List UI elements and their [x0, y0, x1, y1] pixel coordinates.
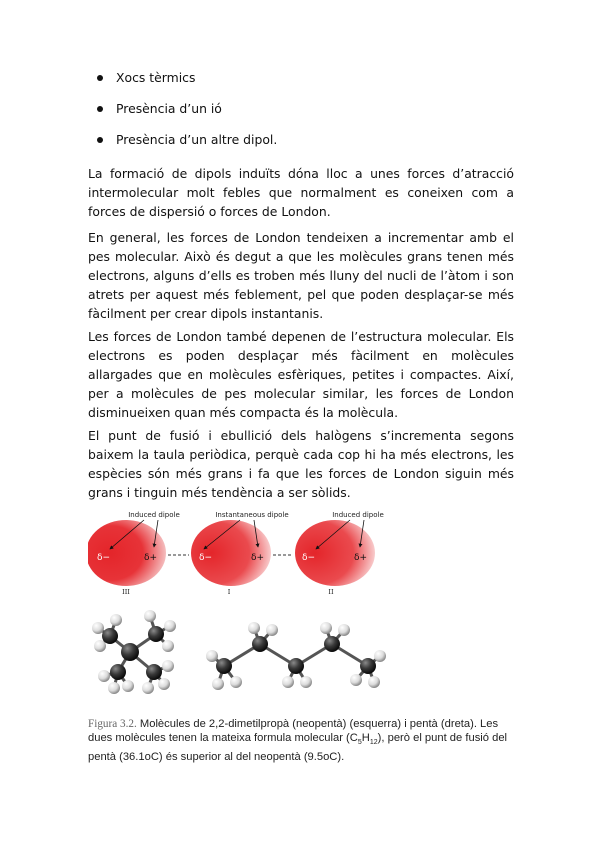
figure-caption: Figura 3.2. Molècules de 2,2-dimetilpropà (neopentà) (esquerra) i pentà (dreta). Les dues molècules tenen la mateixa formula molecular $(C_5H_{12})$, però el punt de fusió del pentà (36.1oC) és superior al del neopentà (9.5oC).	[88, 718, 508, 764]
figure-caption-label: Figura 3.2.	[88, 718, 137, 730]
dipole-diagram	[88, 511, 384, 596]
pentane-model	[206, 622, 386, 690]
delta-minus-right: δ−	[302, 553, 316, 563]
bullet-item: Xocs tèrmics	[88, 70, 277, 86]
roman-label-left: III	[122, 588, 130, 596]
bullet-dot-icon	[97, 137, 103, 143]
delta-plus-left: δ+	[144, 553, 158, 563]
bullet-item: Presència d’un altre dipol.	[88, 132, 277, 148]
bullet-item: Presència d’un ió	[88, 101, 277, 117]
label-induced-dipole-left: Induced dipole	[128, 511, 180, 519]
neopentane-model	[92, 610, 176, 694]
roman-label-right: II	[328, 588, 334, 596]
paragraph-halogens: El punt de fusió i ebullició dels halògens s’incrementa segons baixem la taula periòdica, perquè cada cop hi ha més electrons, les espècies són més grans i fa que les forces de London siguin més grans i tinguin més tendència a ser sòlids.	[88, 428, 514, 500]
bullet-dot-icon	[97, 75, 103, 81]
roman-label-center: I	[227, 588, 231, 596]
paragraph-london-forces: La formació de dipols induïts dóna lloc a unes forces d’atracció intermolecular molt febles que normalment es coneixen com a forces de dispersió o forces de London.	[88, 166, 514, 219]
bullet-dot-icon	[97, 106, 103, 112]
dipole-molecule-figure	[88, 506, 514, 706]
delta-minus-left: δ−	[97, 553, 111, 563]
delta-plus-right: δ+	[354, 553, 368, 563]
label-induced-dipole-right: Induced dipole	[332, 511, 384, 519]
delta-minus-center: δ−	[199, 553, 213, 563]
paragraph-molecular-structure: Les forces de London també depenen de l’estructura molecular. Els electrons es poden desplaçar més fàcilment en molècules allargades que en molècules esfèriques, petites i compactes. Així, per a molècules de pes molecular similar, les forces de London disminueixen quan més compacta és la molècula.	[88, 329, 514, 420]
delta-plus-center: δ+	[251, 553, 265, 563]
paragraph-molecular-weight: En general, les forces de London tendeixen a incrementar amb el pes molecular. Això és degut a que les molècules grans tenen més electrons, alguns d’ells es troben més lluny del nucli de l’àtom i son atrets per aquest més feblement, pel que poden desplaçar-se més fàcilment per crear dipols instantanis.	[88, 230, 514, 321]
bullet-list	[88, 70, 277, 163]
label-instantaneous-dipole: Instantaneous dipole	[215, 511, 289, 519]
